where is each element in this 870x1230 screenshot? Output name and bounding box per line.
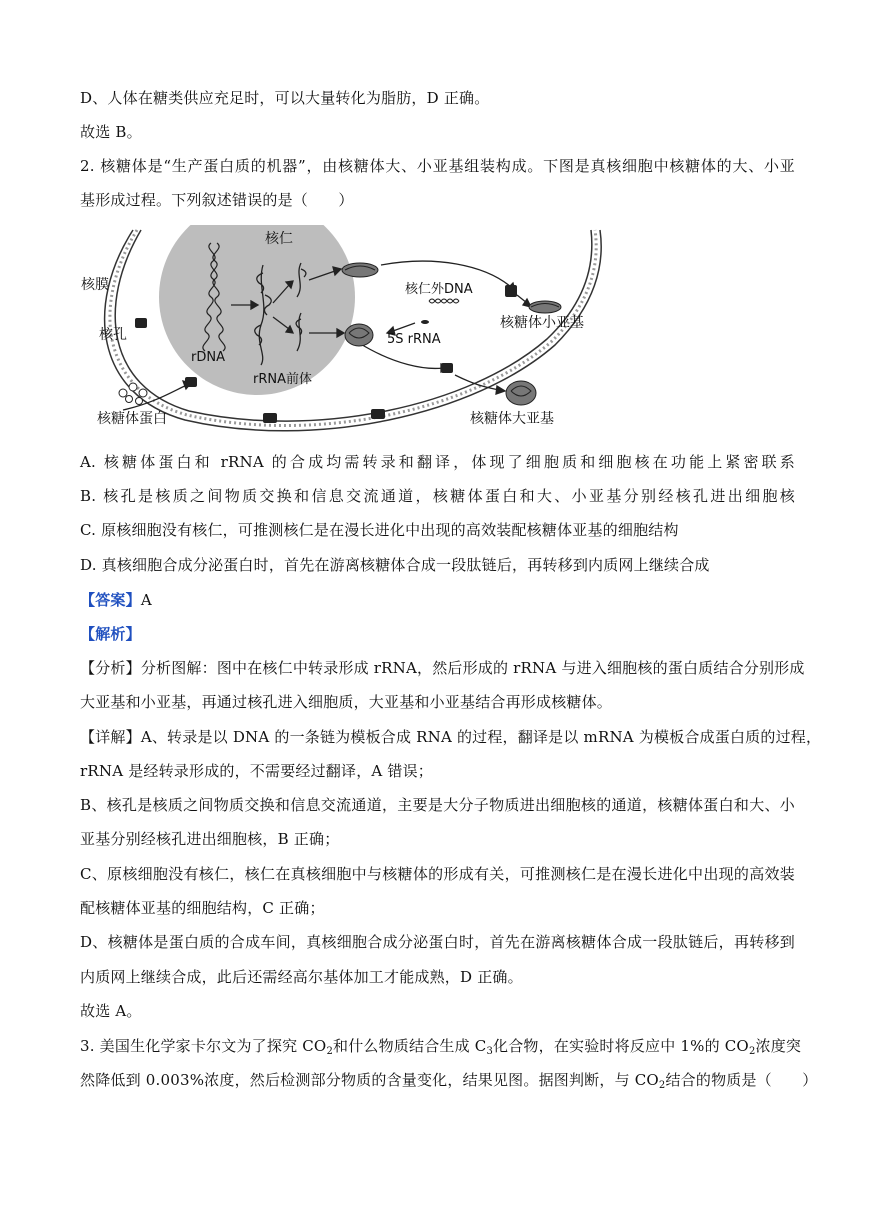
detail-c-line1: C、原核细胞没有核仁，核仁在真核细胞中与核糖体的形成有关，可推测核仁是在漫长进化中出现的高效装 [80, 865, 795, 883]
large-subunit-cytoplasm-icon [506, 381, 536, 405]
answer-label: 【答案】 [80, 591, 141, 609]
q2-option-c: C. 原核细胞没有核仁，可推测核仁是在漫长进化中出现的高效装配核糖体亚基的细胞结构 [80, 521, 679, 539]
label-nuclear-membrane: 核膜 [81, 277, 109, 293]
q2-option-b: B. 核孔是核质之间物质交换和信息交流通道，核糖体蛋白和大、小亚基分别经核孔进出细胞核 [80, 487, 795, 505]
q3-l1-sub1: 2 [326, 1046, 333, 1057]
analysis-label: 【解析】 [80, 625, 141, 643]
label-small-subunit: 核糖体小亚基 [500, 315, 584, 331]
q3-l1-c: 化合物，在实验时将反应中 1%的 CO [493, 1037, 749, 1055]
q2-stem-line2: 基形成过程。下列叙述错误的是（ ） [80, 191, 354, 209]
small-subunit-nucleolus-icon [342, 263, 378, 277]
answer-line [80, 590, 795, 610]
detail-a-line1 [80, 727, 822, 747]
small-subunit-cytoplasm-icon [529, 301, 561, 313]
detail-b-line1: B、核孔是核质之间物质交换和信息交流通道，主要是大分子物质进出细胞核的通道，核糖体蛋白和大、小 [80, 796, 795, 814]
analysis-line2: 大亚基和小亚基，再通过核孔进入细胞质，大亚基和小亚基结合再形成核糖体。 [80, 693, 613, 711]
q2-option-d: D. 真核细胞合成分泌蛋白时，首先在游离核糖体合成一段肽链后，再转移到内质网上继续合成 [80, 556, 710, 574]
prev-choose: 故选 B。 [80, 123, 142, 141]
q2-choose: 故选 A。 [80, 1002, 142, 1020]
analysis-line1 [80, 658, 805, 678]
label-nuclear-pore: 核孔 [99, 327, 127, 343]
q2-stem-line1: 2. 核糖体是“生产蛋白质的机器”，由核糖体大、小亚基组装构成。下图是真核细胞中核糖体的大、小亚 [80, 157, 795, 175]
large-subunit-nucleolus-icon [345, 324, 373, 346]
prev-option-d: D、人体在糖类供应充足时，可以大量转化为脂肪，D 正确。 [80, 89, 490, 107]
label-rdna: rDNA [191, 350, 225, 365]
q3-stem-line1 [80, 1036, 802, 1062]
nucleolus-region [159, 225, 355, 395]
label-5s-rrna: 5S rRNA [387, 332, 441, 347]
label-large-subunit: 核糖体大亚基 [470, 411, 554, 427]
analysis-tag: 【分析】 [80, 659, 141, 677]
ribosome-formation-diagram [75, 225, 635, 440]
q3-l2-b: 结合的物质是（ ） [665, 1071, 818, 1089]
detail-a-text1: A、转录是以 DNA 的一条链为模板合成 RNA 的过程，翻译是以 mRNA 为模板合成蛋白质的过程， [140, 728, 822, 746]
q2-option-a: A. 核糖体蛋白和 rRNA 的合成均需转录和翻译，体现了细胞质和细胞核在功能上紧密联系 [80, 453, 795, 471]
detail-tag: 【详解】 [80, 728, 141, 746]
q3-l1-b: 和什么物质结合生成 C [333, 1037, 487, 1055]
q3-l2-sub: 2 [658, 1080, 666, 1091]
extra-dna-helix-icon [429, 299, 459, 303]
q3-l1-sub2: 3 [486, 1046, 494, 1057]
q3-l1-sub3: 2 [748, 1046, 756, 1057]
label-nucleolus: 核仁 [265, 231, 293, 247]
answer-value: A [140, 591, 152, 609]
label-ribosomal-protein: 核糖体蛋白 [97, 411, 167, 427]
analysis-heading [80, 624, 795, 644]
label-extra-dna: 核仁外DNA [405, 282, 473, 297]
detail-d-line2: 内质网上继续合成，此后还需经高尔基体加工才能成熟，D 正确。 [80, 968, 523, 986]
detail-c-line2: 配核糖体亚基的细胞结构，C 正确； [80, 899, 325, 917]
rrna-5s-icon [421, 320, 429, 324]
q3-stem-line2 [80, 1070, 818, 1096]
analysis-text1: 分析图解：图中在核仁中转录形成 rRNA，然后形成的 rRNA 与进入细胞核的蛋白质结合分别形成 [140, 659, 805, 677]
q3-l1-a: 3. 美国生化学家卡尔文为了探究 CO [80, 1037, 327, 1055]
detail-d-line1: D、核糖体是蛋白质的合成车间，真核细胞合成分泌蛋白时，首先在游离核糖体合成一段肽链后，再转移到 [80, 933, 795, 951]
detail-b-line2: 亚基分别经核孔进出细胞核，B 正确； [80, 830, 340, 848]
q3-l1-d: 浓度突 [755, 1037, 802, 1055]
label-rrna-precursor: rRNA前体 [253, 372, 312, 387]
q3-l2-a: 然降低到 0.003%浓度，然后检测部分物质的含量变化，结果见图。据图判断，与 CO [80, 1071, 659, 1089]
detail-a-line2: rRNA 是经转录形成的，不需要经过翻译，A 错误； [80, 762, 433, 780]
